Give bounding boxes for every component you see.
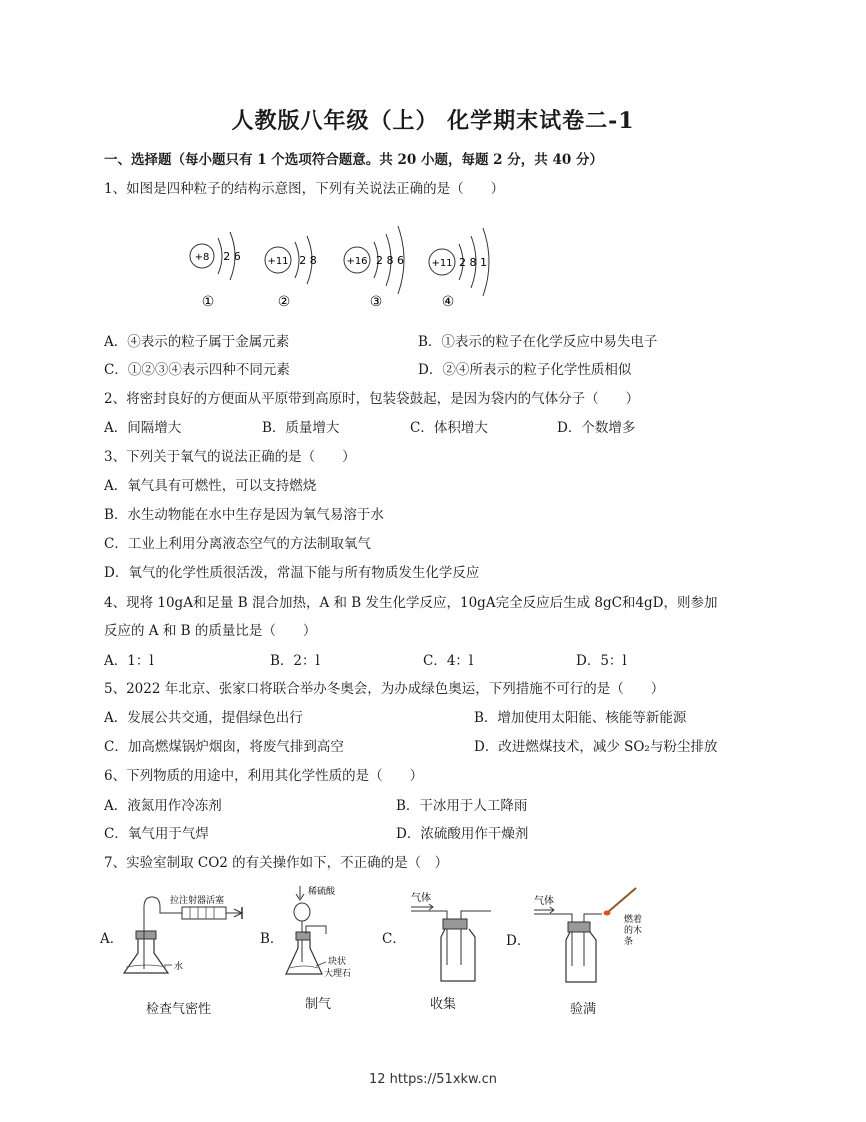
q7-caption-b: 制气	[305, 997, 332, 1012]
q3-option-c: C．工业上利用分离液态空气的方法制取氧气	[104, 536, 371, 552]
q7-figure-b	[282, 882, 372, 982]
atom-4-shells: 2 8 1	[459, 256, 487, 269]
q7-a-water-label: 水	[174, 962, 184, 972]
atom-2-shells: 2 8	[299, 254, 317, 267]
q7-d-stick-label-1: 燃着	[624, 915, 643, 925]
q7-caption-c: 收集	[430, 997, 457, 1012]
q1-option-c: C．①②③④表示四种不同元素	[104, 362, 290, 378]
q6-option-b: B．干冰用于人工降雨	[396, 798, 528, 814]
q1-stem: 1、如图是四种粒子的结构示意图，下列有关说法正确的是（ ）	[104, 181, 505, 197]
q2-option-d: D．个数增多	[557, 420, 636, 436]
q2-option-b: B．质量增大	[262, 420, 340, 436]
atom-4-label: ④	[441, 294, 455, 310]
q7-a-syringe-label: 拉注射器活塞	[170, 896, 225, 906]
atom-1-nucleus: +8	[194, 252, 210, 263]
atom-3-shells: 2 8 6	[376, 254, 404, 267]
atom-3-label: ③	[369, 294, 383, 310]
q7-caption-d: 验满	[570, 1002, 597, 1017]
q6-stem: 6、下列物质的用途中，利用其化学性质的是（ ）	[104, 768, 424, 784]
q1-option-b: B．①表示的粒子在化学反应中易失电子	[418, 334, 658, 350]
q6-option-d: D．浓硫酸用作干燥剂	[396, 826, 529, 842]
q1-option-a: A．④表示的粒子属于金属元素	[104, 334, 290, 350]
q4-stem-line1: 4、现将 10gA和足量 B 混合加热，A 和 B 发生化学反应，10gA完全反应后生成 8gC和4gD，则参加	[104, 595, 718, 611]
q4-option-d: D．5：l	[576, 653, 627, 669]
atom-1-shells: 2 6	[223, 250, 241, 263]
atom-2-nucleus: +11	[267, 256, 289, 267]
q7-option-a-letter: A．	[100, 931, 124, 947]
q5-option-b: B．增加使用太阳能、核能等新能源	[474, 710, 687, 726]
q7-option-d-letter: D．	[506, 933, 531, 949]
q4-option-b: B．2：l	[270, 653, 320, 669]
q2-option-c: C．体积增大	[410, 420, 488, 436]
q5-option-a: A．发展公共交通，提倡绿色出行	[104, 710, 303, 726]
q3-stem: 3、下列关于氧气的说法正确的是（ ）	[104, 449, 356, 465]
atom-2-label: ②	[277, 294, 291, 310]
q3-option-b: B．水生动物能在水中生存是因为氧气易溶于水	[104, 507, 384, 523]
q5-option-d: D．改进燃煤技术，减少 SO₂与粉尘排放	[474, 739, 718, 755]
q7-d-stick-label-2: 的木	[624, 926, 643, 936]
q4-stem-line2: 反应的 A 和 B 的质量比是（ ）	[104, 623, 317, 639]
atom-2	[265, 236, 317, 310]
atom-1-label: ①	[201, 294, 215, 310]
q4-option-a: A．1：l	[104, 653, 154, 669]
q7-figure-c	[405, 885, 500, 985]
atom-4-nucleus: +11	[431, 258, 453, 269]
atom-4	[429, 228, 489, 310]
q7-b-acid-label: 稀硫酸	[308, 887, 336, 897]
q6-option-c: C．氧气用于气焊	[104, 826, 209, 842]
q7-figure-d	[528, 882, 643, 987]
q2-option-a: A．间隔增大	[104, 420, 182, 436]
q4-option-c: C．4：l	[423, 653, 474, 669]
q2-stem: 2、将密封良好的方便面从平原带到高原时，包装袋鼓起，是因为袋内的气体分子（ ）	[104, 391, 640, 407]
atom-3	[344, 226, 404, 310]
q7-stem: 7、实验室制取 CO2 的有关操作如下，不正确的是（ ）	[104, 855, 449, 871]
section-heading: 一、选择题（每小题只有 1 个选项符合题意。共 20 小题，每题 2 分，共 40 分）	[104, 152, 603, 168]
page-title: 人教版八年级（上） 化学期末试卷二-1	[231, 108, 635, 134]
q3-option-a: A．氧气具有可燃性，可以支持燃烧	[104, 478, 317, 494]
atom-3-nucleus: +16	[346, 256, 368, 267]
q7-d-gas-label: 气体	[534, 896, 554, 907]
q1-option-d: D．②④所表示的粒子化学性质相似	[418, 362, 632, 378]
page-footer: 12 https://51xkw.cn	[369, 1072, 497, 1087]
q5-stem: 5、2022 年北京、张家口将联合举办冬奥会，为办成绿色奥运，下列措施不可行的是（ ）	[104, 681, 665, 697]
q1-atom-diagram	[180, 210, 510, 320]
atom-1	[190, 232, 241, 310]
q7-caption-a: 检查气密性	[146, 1002, 212, 1017]
q7-figure-a	[118, 885, 253, 980]
q7-c-gas-label: 气体	[411, 893, 431, 904]
q5-option-c: C．加高燃煤锅炉烟囱，将废气排到高空	[104, 739, 344, 755]
q7-b-solid-label-1: 块状	[328, 957, 347, 967]
q7-d-stick-label-3: 条	[624, 937, 634, 947]
q7-option-b-letter: B．	[260, 931, 284, 947]
q3-option-d: D．氧气的化学性质很活泼，常温下能与所有物质发生化学反应	[104, 565, 480, 581]
q7-option-c-letter: C．	[382, 931, 406, 947]
q7-b-solid-label-2: 大理石	[324, 969, 352, 979]
q6-option-a: A．液氮用作冷冻剂	[104, 798, 222, 814]
